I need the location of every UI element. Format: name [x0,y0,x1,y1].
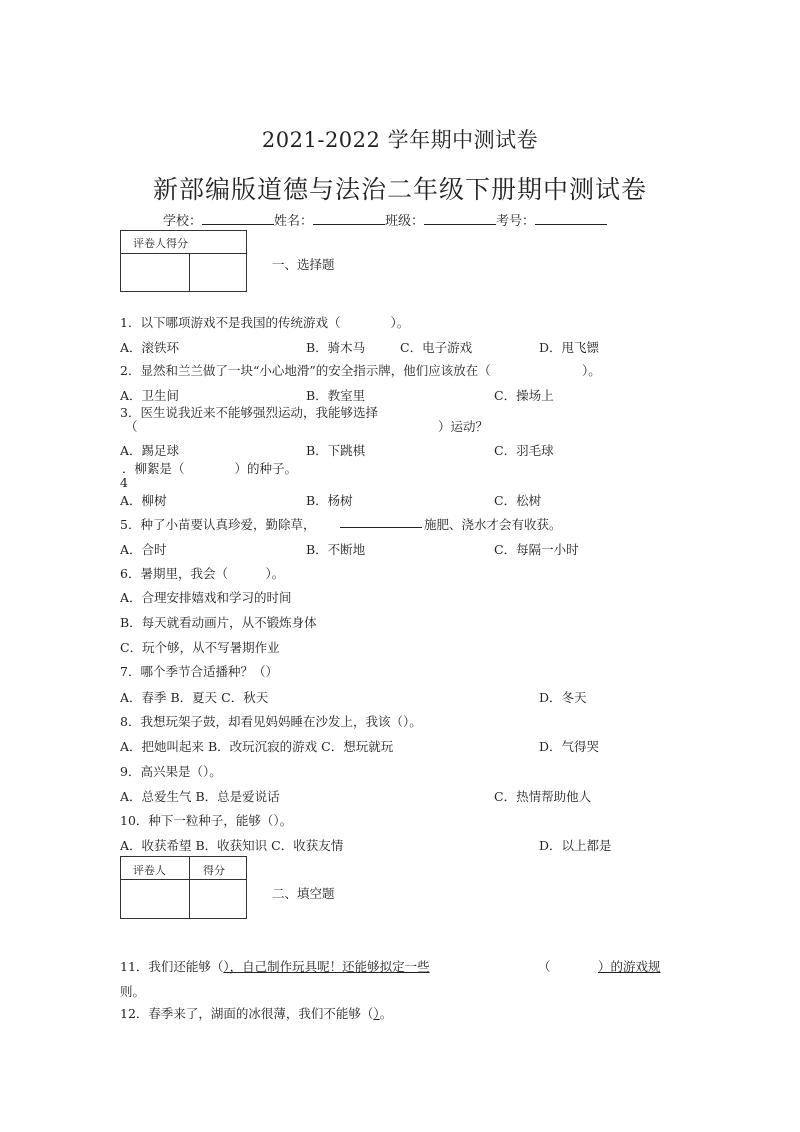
student-info-line [163,210,607,229]
q6-option-b: B．每天就看动画片，从不锻炼身体 [120,615,317,630]
question-3-open: （ [125,419,138,434]
q6-option-c: C．玩个够，从不写暑期作业 [120,640,280,655]
q2-option-b: B．教室里 [306,388,366,403]
question-3: 3．医生说我近来不能够强烈运动，我能够选择 [120,405,378,420]
q2-option-a: A．卫生间 [120,388,180,403]
name-label: 姓名： [274,214,314,229]
question-5: 5．种了小苗要认真珍爱，勤除草， [120,517,316,532]
class-blank[interactable] [424,211,496,225]
school-blank[interactable] [202,211,274,225]
question-10: 10．种下一粒种子，能够（）。 [120,813,293,828]
question-2: 2．显然和兰兰做了一块“小心地滑”的安全指示牌，他们应该放在（ [120,363,491,378]
q8-option-d: D．气得哭 [539,739,600,754]
q1-option-a: A．滚铁环 [120,340,180,355]
name-blank[interactable] [313,211,385,225]
q5-option-b: B．不断地 [306,542,366,557]
year-title: 2021-2022 学年期中测试卷 [261,128,539,152]
score-box-2 [120,856,247,919]
question-3-close: ）运动？ [438,419,489,434]
question-8: 8．我想玩架子鼓，却看见妈妈睡在沙发上，我该（）。 [120,714,422,729]
q10-option-d: D．以上都是 [539,838,612,853]
number-blank[interactable] [535,211,607,225]
question-9: 9．高兴果是（）。 [120,764,222,779]
question-12: 12．春季来了，湖面的冰很薄，我们不能够（）。 [120,1006,393,1021]
q2-option-c: C．操场上 [494,388,554,403]
score-box-2-header: 评卷人 得分 [121,857,246,880]
question-2-close: ）。 [582,363,601,378]
question-11-open: （ [538,959,551,974]
q3-option-b: B．下跳棋 [306,443,366,458]
school-label: 学校： [163,214,203,229]
question-1: 1．以下哪项游戏不是我国的传统游戏（ ）。 [120,315,410,330]
question-6: 6．暑期里，我会（ ）。 [120,566,285,581]
q9-option-c: C．热情帮助他人 [494,789,592,804]
question-4-number: 4 [120,475,128,490]
q11-blank-1[interactable]: ），自己制作玩具呢！还能够拟定一些 [223,959,430,974]
q3-option-c: C．羽毛球 [494,443,554,458]
q7-options-abc: A．春季 B．夏天 C．秋天 [120,690,269,705]
q4-option-c: C．松树 [494,493,542,508]
q5-blank[interactable] [340,527,422,528]
q5-option-c: C．每隔一小时 [494,542,579,557]
q1-option-b: B．骑木马 [306,340,366,355]
number-label: 考号： [496,214,536,229]
q6-option-a: A．合理安排嬉戏和学习的时间 [120,590,292,605]
section-1-title: 一、选择题 [272,257,335,272]
question-11-close: ）的游戏规 [598,959,661,974]
question-11-line-2: 则。 [120,984,146,999]
q8-options-abc: A．把她叫起来 B．改玩沉寂的游戏 C．想玩就玩 [120,739,394,754]
q4-option-b: B．杨树 [306,493,353,508]
q1-option-c: C．电子游戏 [400,340,473,355]
question-7: 7．哪个季节合适播种？（） [120,664,278,679]
q5-option-a: A．合时 [120,542,167,557]
question-4: ．柳絮是（ ）的种子。 [122,461,298,476]
question-11-start: 11．我们还能够（），自己制作玩具呢！还能够拟定一些 [120,959,430,974]
q4-option-a: A．柳树 [120,493,167,508]
q9-options-ab: A．总爱生气 B．总是爱说话 [120,789,280,804]
score-box-1 [120,230,247,292]
section-2-title: 二、填空题 [272,886,335,901]
class-label: 班级： [385,214,425,229]
q12-blank[interactable]: ） [373,1006,380,1021]
q7-option-d: D．冬天 [539,690,587,705]
main-title: 新部编版道德与法治二年级下册期中测试卷 [152,175,647,204]
score-box-1-header: 评卷人得分 [121,231,246,254]
question-5-end: 施肥、浇水才会有收获。 [424,517,562,532]
q10-options-abc: A．收获希望 B．收获知识 C．收获友情 [120,838,344,853]
q1-option-d: D．甩飞镖 [539,340,600,355]
q3-option-a: A．踢足球 [120,443,180,458]
